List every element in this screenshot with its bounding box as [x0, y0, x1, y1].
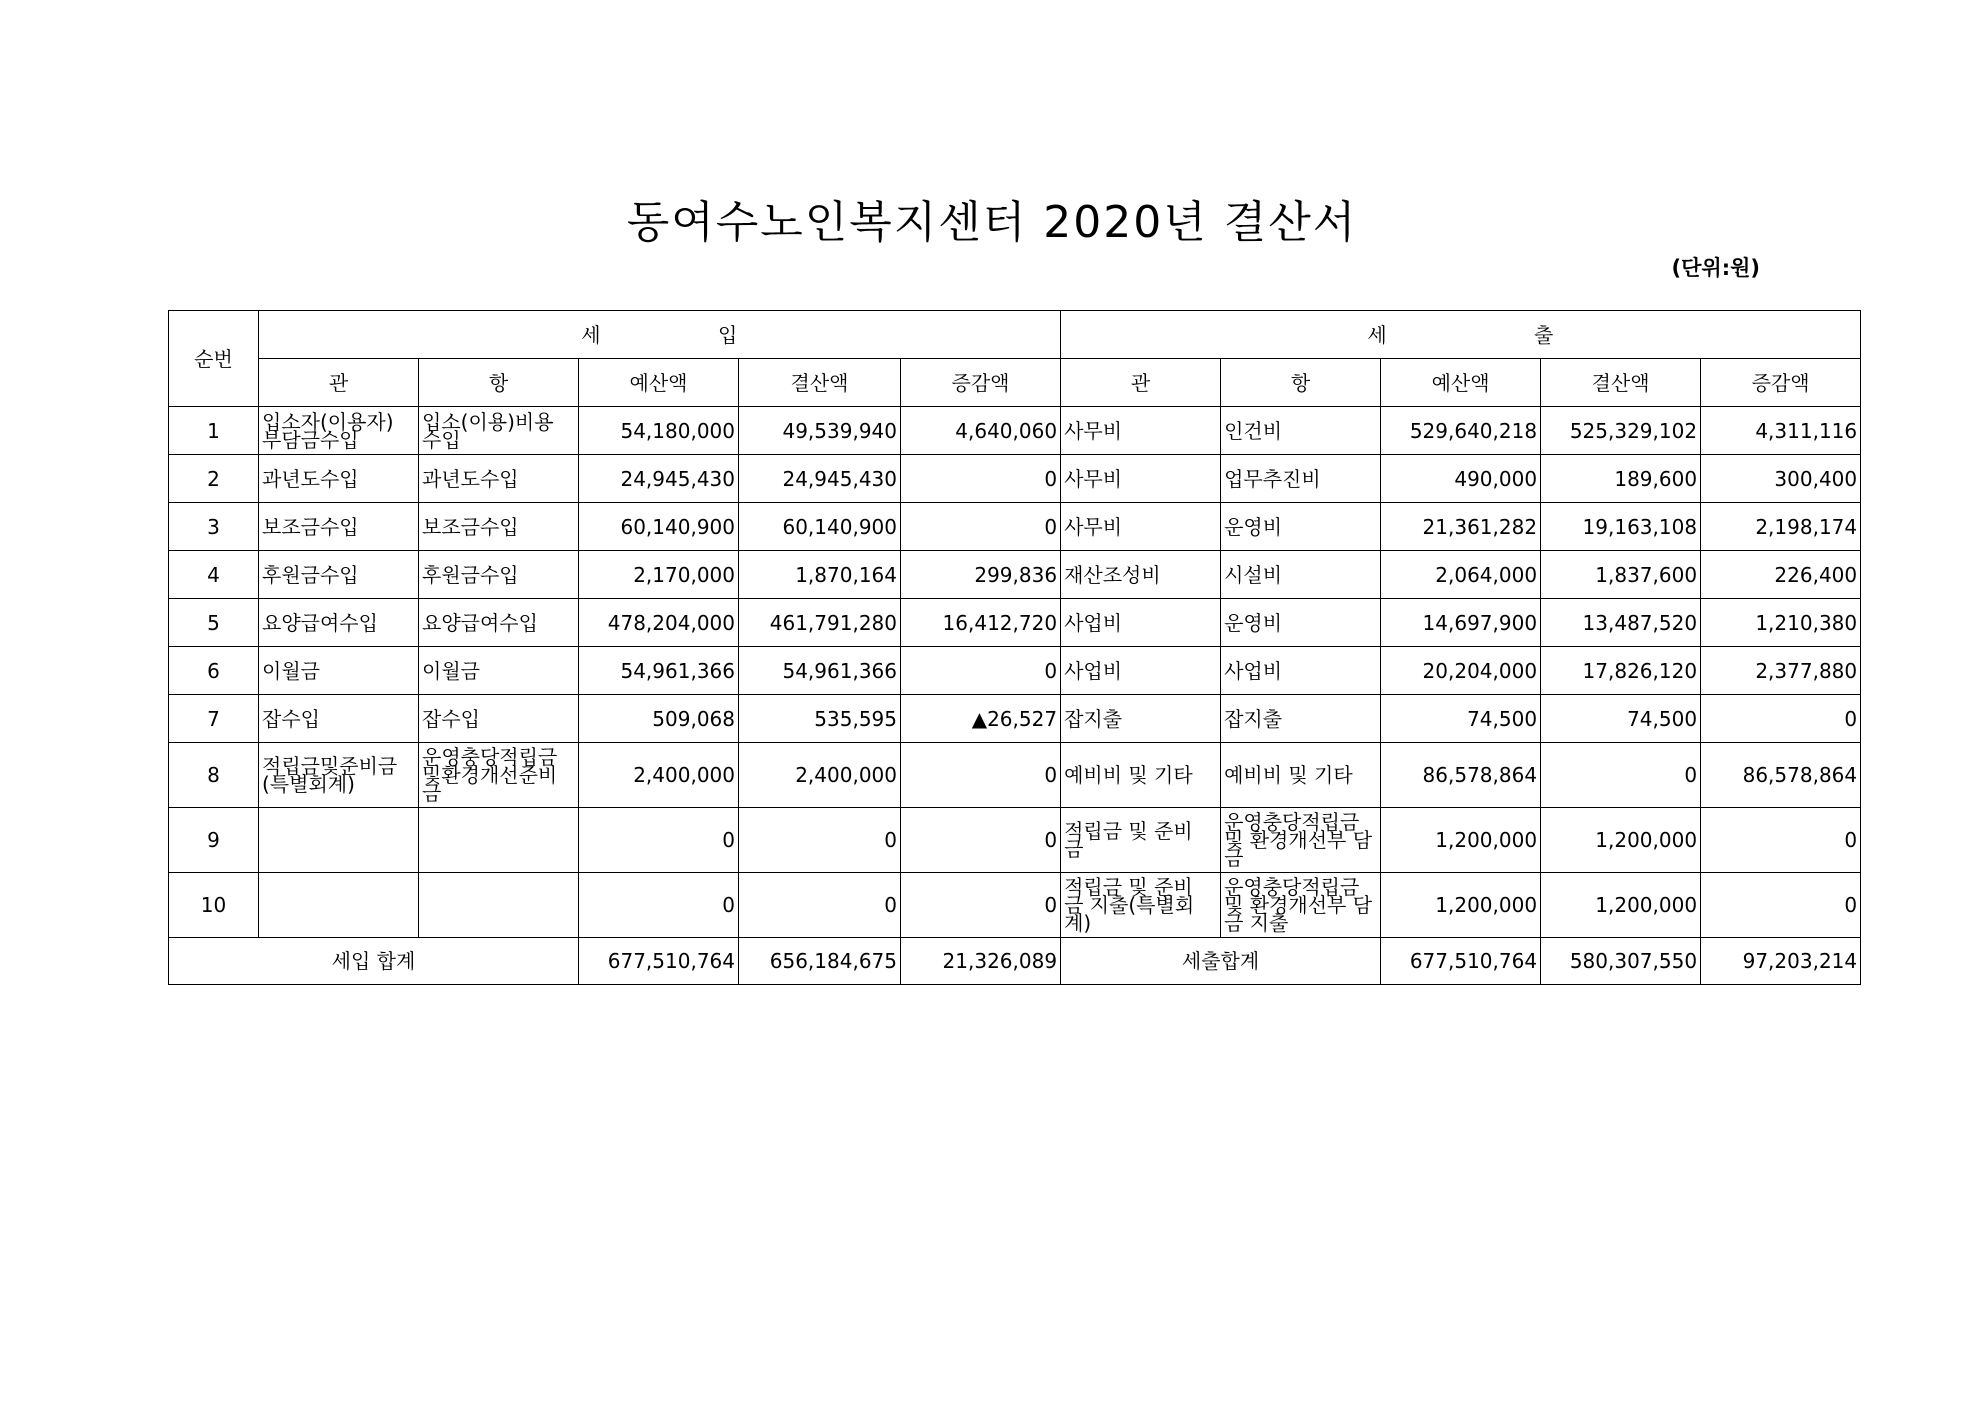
expense-hang-cell: 시설비: [1221, 551, 1381, 599]
income-hang-cell: 보조금수입: [419, 503, 579, 551]
expense-hang-cell: 예비비 및 기타: [1221, 743, 1381, 808]
expense-diff-cell: 86,578,864: [1701, 743, 1861, 808]
table-row: [169, 743, 1861, 808]
expense-diff-cell: 4,311,116: [1701, 407, 1861, 455]
row-number: 6: [169, 647, 259, 695]
income-gwan-cell: [259, 873, 419, 938]
row-number: 5: [169, 599, 259, 647]
expense-budget-cell: 86,578,864: [1381, 743, 1541, 808]
income-hang-cell: 잡수입: [419, 695, 579, 743]
expense-settled-cell: 13,487,520: [1541, 599, 1701, 647]
income-gwan-cell: 요양급여수입: [259, 599, 419, 647]
expense-settled-cell: 0: [1541, 743, 1701, 808]
expense-diff-cell: 0: [1701, 695, 1861, 743]
expense-total-diff: 97,203,214: [1701, 938, 1861, 985]
expense-diff-cell: 0: [1701, 808, 1861, 873]
header-income-hang: 항: [419, 359, 579, 407]
income-total-diff: 21,326,089: [901, 938, 1061, 985]
income-settled-cell: 1,870,164: [739, 551, 901, 599]
income-diff-cell: 299,836: [901, 551, 1061, 599]
row-number: 4: [169, 551, 259, 599]
income-budget-cell: 0: [579, 808, 739, 873]
expense-budget-cell: 74,500: [1381, 695, 1541, 743]
income-diff-cell: 0: [901, 455, 1061, 503]
header-income-gwan: 관: [259, 359, 419, 407]
table-row: [169, 808, 1861, 873]
expense-settled-cell: 74,500: [1541, 695, 1701, 743]
income-budget-cell: 60,140,900: [579, 503, 739, 551]
income-hang-cell: 요양급여수입: [419, 599, 579, 647]
income-hang-cell: 입소(이용)비용 수입: [419, 407, 579, 455]
income-gwan-cell: 잡수입: [259, 695, 419, 743]
header-expense-budget: 예산액: [1381, 359, 1541, 407]
header-expense-settled: 결산액: [1541, 359, 1701, 407]
expense-budget-cell: 14,697,900: [1381, 599, 1541, 647]
expense-hang-cell: 운영충당적립금 및 환경개선부 담금: [1221, 808, 1381, 873]
income-settled-cell: 54,961,366: [739, 647, 901, 695]
header-expense-hang: 항: [1221, 359, 1381, 407]
expense-diff-cell: 0: [1701, 873, 1861, 938]
table-row: [169, 455, 1861, 503]
income-diff-cell: 4,640,060: [901, 407, 1061, 455]
table-row: [169, 873, 1861, 938]
income-budget-cell: 2,170,000: [579, 551, 739, 599]
expense-budget-cell: 21,361,282: [1381, 503, 1541, 551]
row-number: 7: [169, 695, 259, 743]
income-diff-cell: 0: [901, 503, 1061, 551]
income-diff-cell: 0: [901, 808, 1061, 873]
income-hang-cell: 운영충당적립금 및환경개선준비 금: [419, 743, 579, 808]
row-number: 2: [169, 455, 259, 503]
expense-budget-cell: 20,204,000: [1381, 647, 1541, 695]
income-hang-cell: [419, 873, 579, 938]
expense-hang-cell: 업무추진비: [1221, 455, 1381, 503]
expense-gwan-cell: 적립금 및 준비 금: [1061, 808, 1221, 873]
income-total-budget: 677,510,764: [579, 938, 739, 985]
totals-row: [169, 938, 1861, 985]
table-row: [169, 647, 1861, 695]
expense-total-settled: 580,307,550: [1541, 938, 1701, 985]
income-settled-cell: 0: [739, 808, 901, 873]
header-no: 순번: [169, 311, 259, 407]
unit-label: (단위:원): [1671, 256, 1760, 280]
income-diff-cell: ▲26,527: [901, 695, 1061, 743]
header-income: 세 입: [259, 311, 1061, 359]
header-income-settled: 결산액: [739, 359, 901, 407]
income-settled-cell: 461,791,280: [739, 599, 901, 647]
expense-hang-cell: 운영비: [1221, 503, 1381, 551]
income-settled-cell: 60,140,900: [739, 503, 901, 551]
table-row: [169, 695, 1861, 743]
expense-diff-cell: 300,400: [1701, 455, 1861, 503]
expense-gwan-cell: 재산조성비: [1061, 551, 1221, 599]
row-number: 9: [169, 808, 259, 873]
income-gwan-cell: 입소자(이용자) 부담금수입: [259, 407, 419, 455]
income-gwan-cell: 과년도수입: [259, 455, 419, 503]
income-diff-cell: 0: [901, 743, 1061, 808]
table-row: [169, 407, 1861, 455]
income-budget-cell: 24,945,430: [579, 455, 739, 503]
income-budget-cell: 54,180,000: [579, 407, 739, 455]
expense-diff-cell: 2,377,880: [1701, 647, 1861, 695]
expense-total-label: 세출합계: [1061, 938, 1381, 985]
income-settled-cell: 24,945,430: [739, 455, 901, 503]
expense-gwan-cell: 사업비: [1061, 599, 1221, 647]
expense-settled-cell: 1,200,000: [1541, 808, 1701, 873]
income-budget-cell: 478,204,000: [579, 599, 739, 647]
expense-settled-cell: 1,200,000: [1541, 873, 1701, 938]
header-expense-diff: 증감액: [1701, 359, 1861, 407]
expense-budget-cell: 2,064,000: [1381, 551, 1541, 599]
income-total-settled: 656,184,675: [739, 938, 901, 985]
income-hang-cell: 후원금수입: [419, 551, 579, 599]
header-expense: 세 출: [1061, 311, 1861, 359]
expense-gwan-cell: 잡지출: [1061, 695, 1221, 743]
income-hang-cell: 이월금: [419, 647, 579, 695]
income-diff-cell: 16,412,720: [901, 599, 1061, 647]
expense-gwan-cell: 사무비: [1061, 455, 1221, 503]
income-gwan-cell: [259, 808, 419, 873]
income-gwan-cell: 적립금및준비금 (특별회계): [259, 743, 419, 808]
header-income-diff: 증감액: [901, 359, 1061, 407]
income-budget-cell: 509,068: [579, 695, 739, 743]
income-settled-cell: 0: [739, 873, 901, 938]
expense-hang-cell: 운영비: [1221, 599, 1381, 647]
income-budget-cell: 54,961,366: [579, 647, 739, 695]
expense-gwan-cell: 사무비: [1061, 503, 1221, 551]
expense-budget-cell: 490,000: [1381, 455, 1541, 503]
expense-budget-cell: 1,200,000: [1381, 808, 1541, 873]
table-row: [169, 599, 1861, 647]
expense-settled-cell: 525,329,102: [1541, 407, 1701, 455]
income-diff-cell: 0: [901, 873, 1061, 938]
expense-hang-cell: 인건비: [1221, 407, 1381, 455]
expense-hang-cell: 잡지출: [1221, 695, 1381, 743]
income-gwan-cell: 이월금: [259, 647, 419, 695]
header-row-1: [169, 311, 1861, 359]
header-income-budget: 예산액: [579, 359, 739, 407]
expense-gwan-cell: 사무비: [1061, 407, 1221, 455]
document-title: 동여수노인복지센터 2020년 결산서: [626, 197, 1358, 248]
income-settled-cell: 2,400,000: [739, 743, 901, 808]
expense-gwan-cell: 사업비: [1061, 647, 1221, 695]
row-number: 3: [169, 503, 259, 551]
expense-settled-cell: 189,600: [1541, 455, 1701, 503]
expense-diff-cell: 226,400: [1701, 551, 1861, 599]
income-gwan-cell: 후원금수입: [259, 551, 419, 599]
expense-budget-cell: 1,200,000: [1381, 873, 1541, 938]
expense-total-budget: 677,510,764: [1381, 938, 1541, 985]
expense-settled-cell: 1,837,600: [1541, 551, 1701, 599]
expense-budget-cell: 529,640,218: [1381, 407, 1541, 455]
income-settled-cell: 535,595: [739, 695, 901, 743]
income-settled-cell: 49,539,940: [739, 407, 901, 455]
header-expense-gwan: 관: [1061, 359, 1221, 407]
row-number: 1: [169, 407, 259, 455]
expense-hang-cell: 운영충당적립금 및 환경개선부 담금 지출: [1221, 873, 1381, 938]
income-gwan-cell: 보조금수입: [259, 503, 419, 551]
expense-hang-cell: 사업비: [1221, 647, 1381, 695]
income-total-label: 세입 합계: [169, 938, 579, 985]
expense-gwan-cell: 예비비 및 기타: [1061, 743, 1221, 808]
income-hang-cell: 과년도수입: [419, 455, 579, 503]
income-budget-cell: 0: [579, 873, 739, 938]
row-number: 10: [169, 873, 259, 938]
header-row-2: [169, 359, 1861, 407]
table-row: [169, 551, 1861, 599]
expense-settled-cell: 19,163,108: [1541, 503, 1701, 551]
expense-gwan-cell: 적립금 및 준비 금 지출(특별회 계): [1061, 873, 1221, 938]
income-hang-cell: [419, 808, 579, 873]
expense-settled-cell: 17,826,120: [1541, 647, 1701, 695]
expense-diff-cell: 2,198,174: [1701, 503, 1861, 551]
table-row: [169, 503, 1861, 551]
settlement-table: [168, 310, 1861, 985]
income-budget-cell: 2,400,000: [579, 743, 739, 808]
income-diff-cell: 0: [901, 647, 1061, 695]
expense-diff-cell: 1,210,380: [1701, 599, 1861, 647]
row-number: 8: [169, 743, 259, 808]
